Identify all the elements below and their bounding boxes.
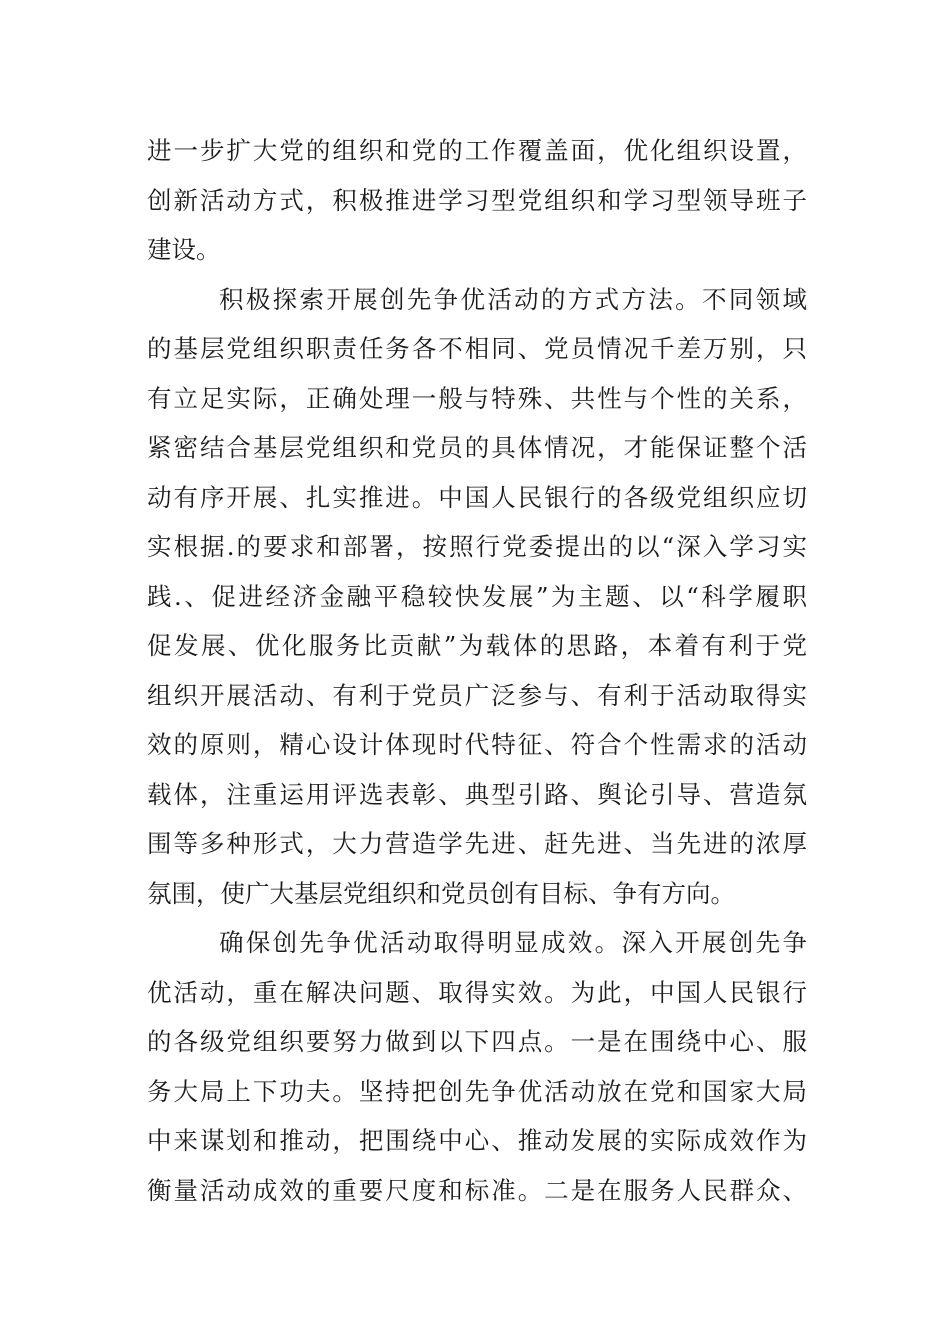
paragraph-1-line-3: 建设。 [147,235,221,264]
paragraph-3-line-3: 的各级党组织要努力做到以下四点。一是在围绕中心、服 [147,1027,807,1056]
paragraph-3-line-2: 优活动，重在解决问题、取得实效。为此，中国人民银行 [147,977,807,1007]
paragraph-2-line-11: 载体，注重运用评选表彰、典型引路、舆论引导、营造氛 [147,779,807,809]
document-body [147,126,807,1215]
paragraph-3-line-1: 确保创先争优活动取得明显成效。深入开展创先争 [219,928,807,957]
paragraph-2-line-2: 的基层党组织职责任务各不相同、党员情况千差万别，只 [147,334,807,363]
paragraph-2-line-10: 效的原则，精心设计体现时代特征、符合个性需求的活动 [147,730,807,759]
paragraph-2-line-5: 动有序开展、扎实推进。中国人民银行的各级党组织应切 [147,482,807,512]
paragraph-2-line-3: 有立足实际，正确处理一般与特殊、共性与个性的关系， [147,383,807,413]
paragraph-3-line-6: 衡量活动成效的重要尺度和标准。二是在服务人民群众、 [147,1175,807,1205]
paragraph-2-line-12: 围等多种形式，大力营造学先进、赶先进、当先进的浓厚 [147,829,807,858]
paragraph-2-line-13: 氛围，使广大基层党组织和党员创有目标、争有方向。 [147,878,735,908]
paragraph-2-line-1: 积极探索开展创先争优活动的方式方法。不同领域 [219,284,807,314]
paragraph-2-line-8: 促发展、优化服务比贡献”为载体的思路，本着有利于党 [147,631,807,660]
paragraph-2-line-6: 实根据.的要求和部署，按照行党委提出的以“深入学习实 [147,532,807,561]
paragraph-2-line-9: 组织开展活动、有利于党员广泛参与、有利于活动取得实 [147,680,807,710]
paragraph-1-line-2: 创新活动方式，积极推进学习型党组织和学习型领导班子 [147,185,807,215]
paragraph-3-line-4: 务大局上下功夫。坚持把创先争优活动放在党和国家大局 [147,1076,807,1106]
paragraph-1-line-1: 进一步扩大党的组织和党的工作覆盖面，优化组织设置， [147,136,807,165]
paragraph-3-line-5: 中来谋划和推动，把围绕中心、推动发展的实际成效作为 [147,1126,807,1155]
paragraph-2-line-4: 紧密结合基层党组织和党员的具体情况，才能保证整个活 [147,433,807,462]
paragraph-2-line-7: 践.、促进经济金融平稳较快发展”为主题、以“科学履职 [147,581,807,611]
